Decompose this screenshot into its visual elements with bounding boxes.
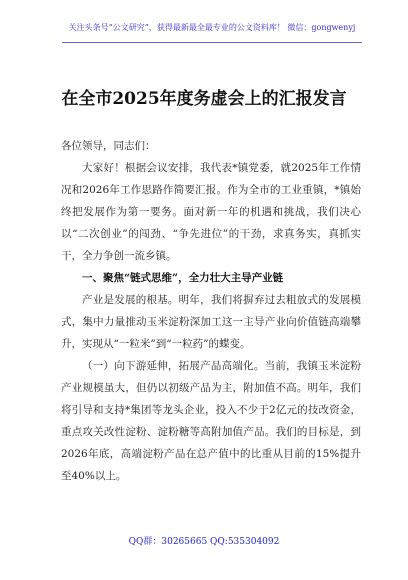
section-heading-1: 一、聚焦“链式思维”，全力壮大主导产业链: [82, 272, 284, 284]
intro-paragraph: 大家好！根据会议安排，我代表*镇党委，就2025年工作情况和2026年工作思路作简要汇报。作为全市的工业重镇，*镇始终把发展作为第一要务。面对新一年的机遇和挑战，我们决心以“二次创业”的闯劲、“争先进位”的干劲，求真务实，真抓实干，全力争创一流乡镇。: [61, 162, 361, 262]
document-body: [61, 135, 361, 487]
header-divider: [62, 42, 362, 43]
salutation: 各位领导，同志们：: [61, 140, 156, 152]
document-title: 在全市2025年度务虚会上的汇报发言: [61, 89, 347, 109]
header-banner: 关注头条号“公文研究”，获得最新最全最专业的公文资料库！ 微信：gongwenyj: [68, 23, 356, 32]
section-1-paragraph: 产业是发展的根基。明年，我们将摒弃过去粗放式的发展模式，集中力量推动玉米淀粉深加工这一主导产业向价值链高端攀升，实现从“一粒米”到“一粒药”的蝶变。: [61, 294, 361, 350]
subsection-1-paragraph: （一）向下游延伸，拓展产品高端化。当前，我镇玉米淀粉产业规模虽大，但仍以初级产品为主，附加值不高。明年，我们将引导和支持*集团等龙头企业，投入不少于2亿元的技改资金，重点攻关改性淀粉、淀粉糖等高附加值产品。我们的目标是，到2026年底，高端淀粉产品在总产值中的比重从目前的15%提升至40%以上。: [61, 360, 361, 482]
footer-contact: QQ群：30265665 QQ:535304092: [128, 537, 280, 547]
